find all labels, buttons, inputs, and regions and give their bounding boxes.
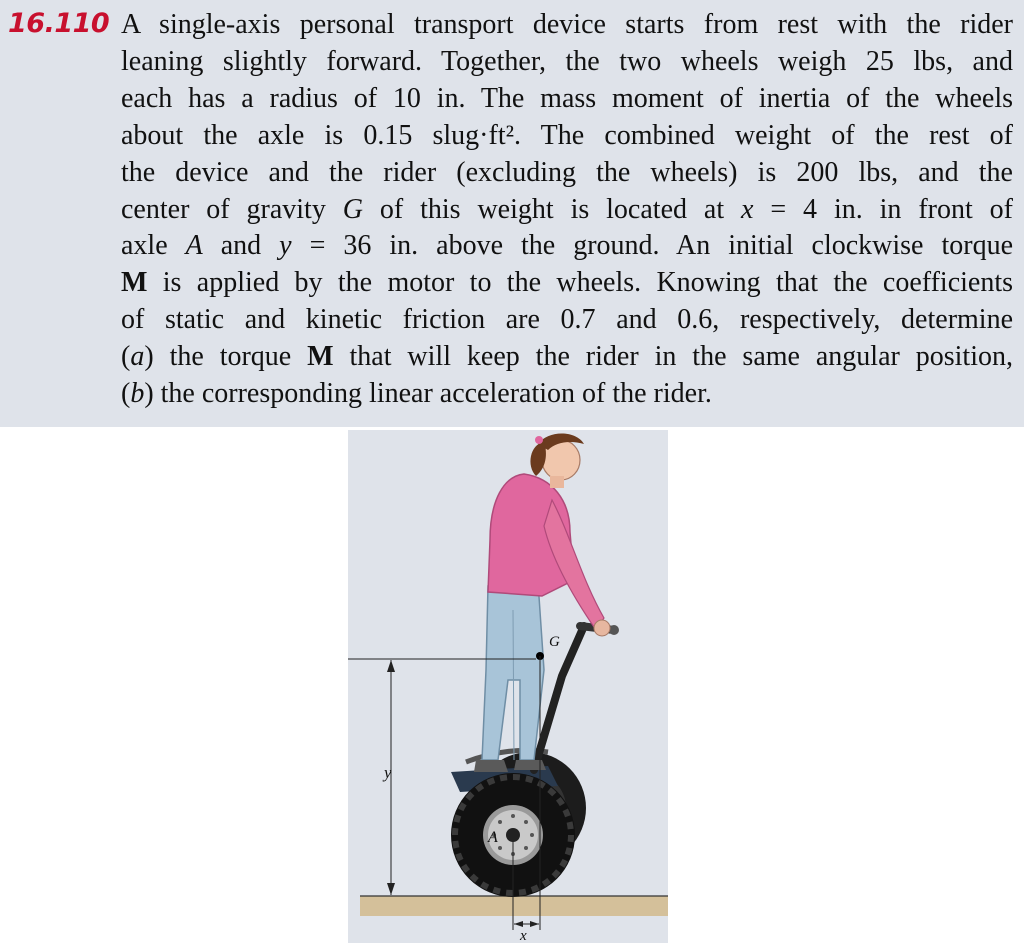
text-run: ) the torque xyxy=(144,341,308,373)
problem-line xyxy=(121,155,1013,192)
problem-line xyxy=(121,81,1013,118)
text-run: the device and the rider (excluding the wheels) is 200 lbs, and the xyxy=(121,156,1013,188)
text-run: ( xyxy=(121,378,131,410)
bold-symbol: M xyxy=(121,267,148,299)
problem-line xyxy=(121,376,1013,413)
text-run: ( xyxy=(121,341,131,373)
problem-line xyxy=(121,302,1013,339)
segway-illustration xyxy=(348,430,668,943)
problem-line xyxy=(121,339,1013,376)
italic-symbol: y xyxy=(279,230,292,262)
rider-hand xyxy=(594,620,610,636)
text-run: of this weight is located at xyxy=(362,193,742,225)
text-run: leaning slightly forward. Together, the two wheels weigh 25 lbs, and xyxy=(121,45,1013,77)
problem-statement xyxy=(0,0,1024,427)
label-y: y xyxy=(384,763,392,782)
label-g: G xyxy=(549,634,560,650)
problem-line xyxy=(121,118,1013,155)
text-run: = 4 in. in front of xyxy=(753,193,1013,225)
problem-text xyxy=(121,7,1013,413)
italic-symbol: A xyxy=(185,230,203,262)
problem-line xyxy=(121,265,1013,302)
problem-line xyxy=(121,7,1013,44)
italic-symbol: x xyxy=(741,193,754,225)
text-run: of static and kinetic friction are 0.7 and 0.6, respectively, determine xyxy=(121,304,1013,336)
italic-symbol: b xyxy=(130,378,145,410)
problem-number: 16.110 xyxy=(8,8,110,39)
text-run: A single-axis personal transport device starts from rest with the rider xyxy=(121,9,1013,40)
text-run: is applied by the motor to the wheels. Knowing that the coefficients xyxy=(147,267,1013,299)
text-run: axle xyxy=(121,230,186,262)
ground xyxy=(360,896,668,916)
text-run: about the axle is 0.15 slug·ft². The combined weight of the rest of xyxy=(121,119,1013,151)
bold-symbol: M xyxy=(307,341,334,373)
text-run: = 36 in. above the ground. An initial clockwise torque xyxy=(291,230,1013,262)
label-a: A xyxy=(488,829,498,846)
text-run: ) the corresponding linear acceleration of the rider. xyxy=(144,378,712,410)
text-run: that will keep the rider in the same angular position, xyxy=(333,341,1013,373)
problem-line xyxy=(121,44,1013,81)
italic-symbol: G xyxy=(342,193,363,225)
label-x: x xyxy=(520,928,527,943)
problem-line xyxy=(121,192,1013,229)
text-run: center of gravity xyxy=(121,193,343,225)
text-run: and xyxy=(202,230,280,262)
italic-symbol: a xyxy=(130,341,145,373)
text-run: each has a radius of 10 in. The mass moment of inertia of the wheels xyxy=(121,82,1013,114)
problem-line xyxy=(121,228,1013,265)
figure-panel xyxy=(348,430,668,943)
